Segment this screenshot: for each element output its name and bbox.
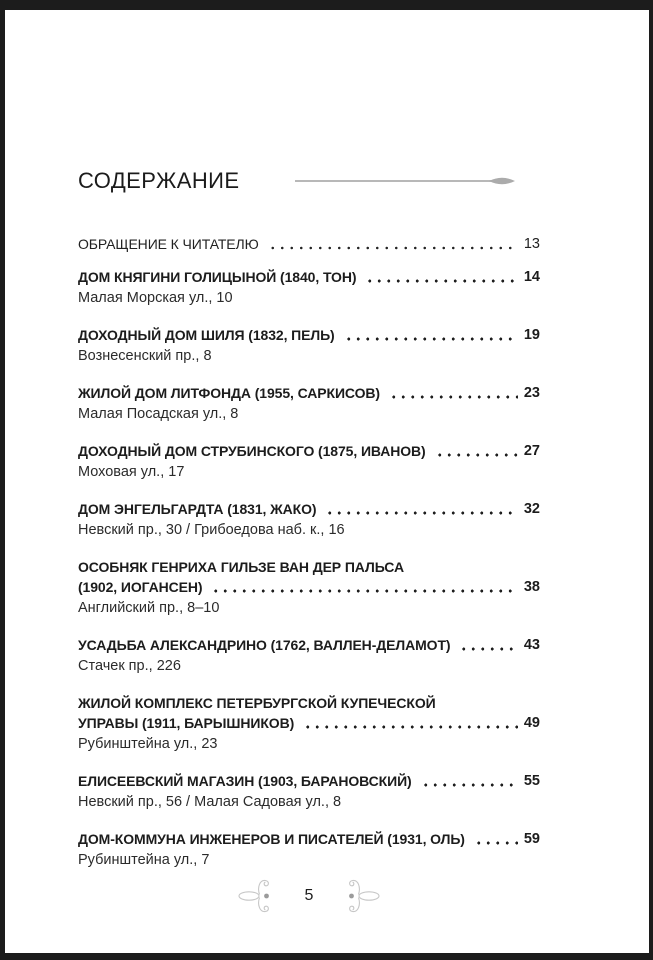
entry-address: Малая Посадская ул., 8 [78, 406, 239, 422]
toc-entry[interactable] [78, 829, 540, 870]
entry-page-number: 49 [523, 715, 540, 731]
entry-page-number: 19 [523, 327, 540, 343]
page-title: СОДЕРЖАНИЕ [78, 168, 240, 193]
header-rule [295, 176, 515, 186]
dot-leader [300, 713, 518, 733]
page-footer [78, 872, 540, 920]
entry-title: УСАДЬБА АЛЕКСАНДРИНО (1762, ВАЛЛЕН-ДЕЛАМОТ) [78, 637, 451, 653]
entry-page-number: 32 [523, 501, 540, 517]
entry-page-number: 55 [523, 773, 540, 789]
entry-title: (1902, ИОГАНСЕН) [78, 579, 203, 595]
entry-title: ДОМ КНЯГИНИ ГОЛИЦЫНОЙ (1840, ТОН) [78, 269, 357, 285]
entry-address: Вознесенский пр., 8 [78, 348, 212, 364]
toc-header [78, 168, 540, 194]
entry-address: Рубинштейна ул., 7 [78, 852, 210, 868]
dot-leader [208, 577, 517, 597]
entry-page-number: 38 [523, 579, 540, 595]
dot-leader [341, 325, 518, 345]
entry-title: УПРАВЫ (1911, БАРЫШНИКОВ) [78, 715, 295, 731]
dot-leader [432, 441, 518, 461]
toc-entry[interactable] [78, 635, 540, 676]
entry-page-number: 59 [523, 831, 540, 847]
entry-address: Стачек пр., 226 [78, 658, 181, 674]
toc-intro-entry[interactable] [78, 234, 540, 254]
entry-page-number: 13 [523, 236, 540, 252]
entry-title: ЖИЛОЙ ДОМ ЛИТФОНДА (1955, САРКИСОВ) [78, 385, 380, 401]
dot-leader [265, 234, 518, 254]
dot-leader [471, 829, 518, 849]
toc-entry[interactable] [78, 557, 540, 618]
entry-page-number: 23 [523, 385, 540, 401]
entry-title-line1: ОСОБНЯК ГЕНРИХА ГИЛЬЗЕ ВАН ДЕР ПАЛЬСА [78, 559, 404, 575]
toc-entry[interactable] [78, 325, 540, 366]
dot-leader [386, 383, 518, 403]
entry-page-number: 43 [523, 637, 540, 653]
entry-title: ОБРАЩЕНИЕ К ЧИТАТЕЛЮ [78, 236, 259, 252]
entry-address: Невский пр., 30 / Грибоедова наб. к., 16 [78, 522, 345, 538]
entry-page-number: 14 [523, 269, 540, 285]
toc-entry[interactable] [78, 267, 540, 308]
entry-title: ДОХОДНЫЙ ДОМ СТРУБИНСКОГО (1875, ИВАНОВ) [78, 443, 426, 459]
rule-line [295, 180, 492, 182]
entry-title: ДОХОДНЫЙ ДОМ ШИЛЯ (1832, ПЕЛЬ) [78, 327, 335, 343]
leaf-icon [489, 176, 515, 186]
entry-address: Малая Морская ул., 10 [78, 290, 233, 306]
book-page [5, 10, 649, 953]
entry-title: ДОМ-КОММУНА ИНЖЕНЕРОВ И ПИСАТЕЛЕЙ (1931, ОЛЬ) [78, 831, 465, 847]
dot-leader [418, 771, 518, 791]
dot-leader [456, 635, 517, 655]
flourish-ornament-left-icon [238, 872, 278, 920]
flourish-ornament-right-icon [340, 872, 380, 920]
entry-address: Невский пр., 56 / Малая Садовая ул., 8 [78, 794, 342, 810]
entry-title-line1: ЖИЛОЙ КОМПЛЕКС ПЕТЕРБУРГСКОЙ КУПЕЧЕСКОЙ [78, 695, 436, 711]
entry-title: ЕЛИСЕЕВСКИЙ МАГАЗИН (1903, БАРАНОВСКИЙ) [78, 773, 412, 789]
entry-page-number: 27 [523, 443, 540, 459]
entry-address: Моховая ул., 17 [78, 464, 185, 480]
entry-address: Английский пр., 8–10 [78, 600, 220, 616]
dot-leader [362, 267, 517, 287]
toc-list [78, 234, 540, 870]
entry-address: Рубинштейна ул., 23 [78, 736, 218, 752]
toc-entry[interactable] [78, 693, 540, 754]
dot-leader [322, 499, 517, 519]
page-number: 5 [304, 887, 314, 904]
toc-entry[interactable] [78, 441, 540, 482]
entry-title: ДОМ ЭНГЕЛЬГАРДТА (1831, ЖАКО) [78, 501, 317, 517]
toc-entry[interactable] [78, 771, 540, 812]
toc-entry[interactable] [78, 499, 540, 540]
toc-content [78, 168, 540, 870]
toc-entry[interactable] [78, 383, 540, 424]
